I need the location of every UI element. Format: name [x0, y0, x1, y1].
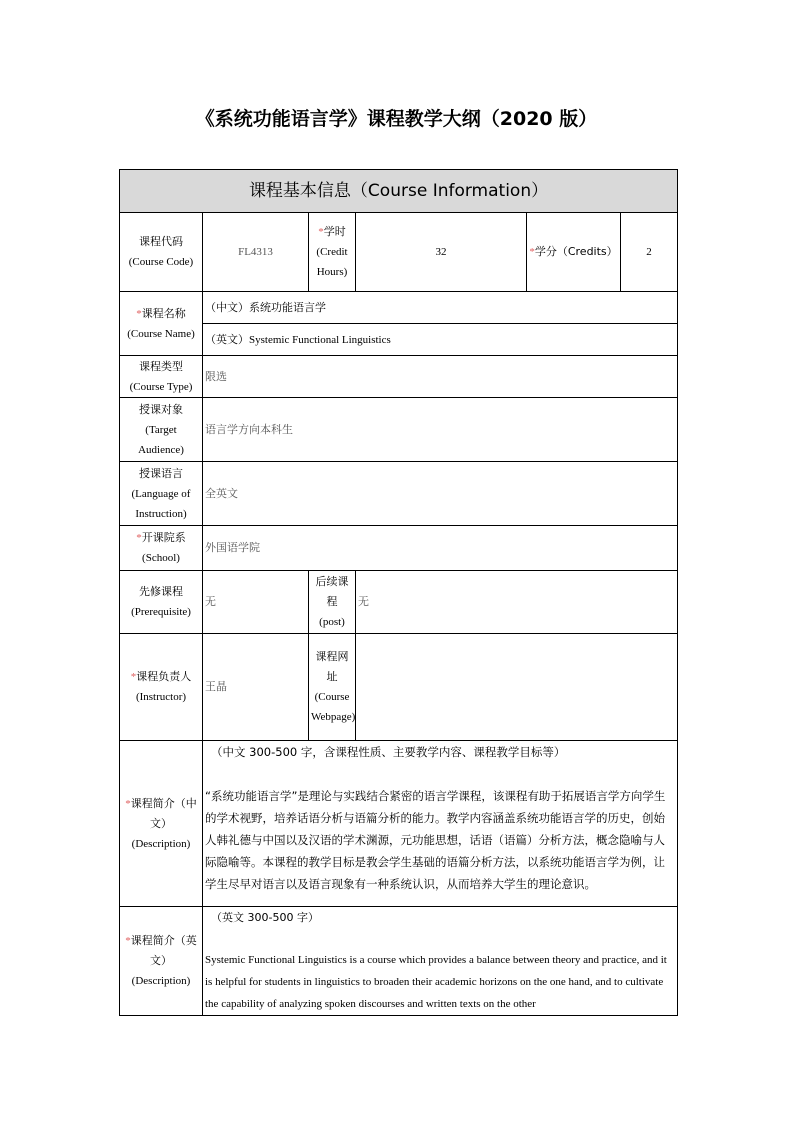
- prerequisite-value: 无: [203, 571, 309, 634]
- webpage-label: 课程网址 (Course Webpage): [309, 634, 356, 741]
- course-type-value: 限选: [203, 356, 678, 398]
- prerequisite-label: 先修课程 (Prerequisite): [120, 571, 203, 634]
- audience-value: 语言学方向本科生: [203, 398, 678, 462]
- course-type-label: 课程类型 (Course Type): [120, 356, 203, 398]
- credits-value: 2: [621, 213, 678, 292]
- description-en-text: Systemic Functional Linguistics is a course which provides a balance between theory and practice, and it is helpful for students in linguistics to broaden their academic horizons on the one hand, and to cultivate the capability of analyzing spoken discourses and written texts on the other: [205, 954, 667, 1010]
- description-en-label: *课程简介（英文） (Description): [120, 907, 203, 1016]
- post-course-value: 无: [356, 571, 678, 634]
- course-info-table: [119, 169, 678, 1016]
- course-name-zh: （中文）系统功能语言学: [203, 292, 678, 324]
- course-code-value: FL4313: [203, 213, 309, 292]
- webpage-value: [356, 634, 678, 741]
- table-header: 课程基本信息（Course Information）: [120, 170, 678, 213]
- credit-hours-value: 32: [356, 213, 527, 292]
- course-code-label: 课程代码 (Course Code): [120, 213, 203, 292]
- description-zh-hint: （中文 300-500 字，含课程性质、主要教学内容、课程教学目标等）: [211, 745, 566, 759]
- instructor-value: 王晶: [203, 634, 309, 741]
- credits-label: *学分（Credits）: [527, 213, 621, 292]
- description-en: [203, 907, 678, 1016]
- description-zh-label: *课程简介（中文） (Description): [120, 741, 203, 907]
- language-label: 授课语言 (Language of Instruction): [120, 462, 203, 526]
- document-title: 《系统功能语言学》课程教学大纲（2020 版）: [195, 108, 598, 130]
- school-label: *开课院系 (School): [120, 526, 203, 571]
- language-value: 全英文: [203, 462, 678, 526]
- description-zh-text: “系统功能语言学”是理论与实践结合紧密的语言学课程，该课程有助于拓展语言学方向学生的学术视野，培养话语分析与语篇分析的能力。教学内容涵盖系统功能语言学的历史，创始人韩礼德与中国以及汉语的学术渊源，元功能思想，话语（语篇）分析方法，概念隐喻与人际隐喻等。本课程的教学目标是教会学生基础的语篇分析方法，以系统功能语言学为例，让学生尽早对语言以及语言现象有一种系统认识，从而培养大学生的理论意识。: [205, 789, 666, 891]
- description-zh: [203, 741, 678, 907]
- school-value: 外国语学院: [203, 526, 678, 571]
- audience-label: 授课对象 (Target Audience): [120, 398, 203, 462]
- course-name-label: *课程名称 (Course Name): [120, 292, 203, 356]
- course-name-en: （英文）Systemic Functional Linguistics: [203, 324, 678, 356]
- description-en-hint: （英文 300-500 字）: [211, 911, 319, 924]
- post-course-label: 后续课程 (post): [309, 571, 356, 634]
- credit-hours-label: *学时 (Credit Hours): [309, 213, 356, 292]
- instructor-label: *课程负责人 (Instructor): [120, 634, 203, 741]
